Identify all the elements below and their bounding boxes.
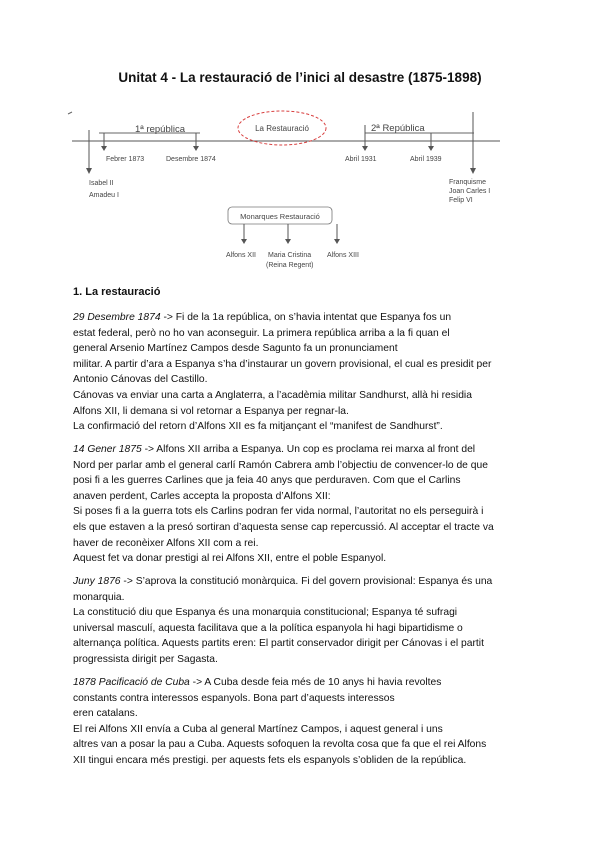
paragraph-line: militar. A partir d’ara a Espanya s’ha d’instaurar un govern provisional, el cual es presidit per [73,358,492,370]
label-abr1931: Abril 1931 [345,156,377,163]
paragraph-line: estat federal, però no ho van aconseguir. La primera república arriba a la fi quan el [73,327,450,339]
paragraph-date: 29 Desembre 1874 [73,312,161,323]
paragraph-line: progressista dirigit per Sagasta. [73,653,218,665]
arrowhead-alfons12 [241,239,247,244]
right-item-franquisme: Franquisme [449,179,486,186]
label-restauracio: La Restauració [255,124,309,133]
paragraph-line: universal masculí, aquesta facilitava que a la política espanyola hi hagi bipartidisme o [73,622,463,634]
page-title: Unitat 4 - La restauració de l’inici al desastre (1875-1898) [118,70,482,85]
paragraph-date: 14 Gener 1875 [73,444,142,455]
paragraph-line: La confirmació del retorn d’Alfons XII es fa mitjançant el “manifest de Sandhurst”. [73,421,443,433]
paragraph-line: alternança política. Aquests partits eren: El partit conservador dirigit per Cánovas i el partit [73,638,484,650]
right-item-felip: Felip VI [449,197,473,204]
paragraph-line [73,574,543,590]
paragraph-line: altres van a posar la pau a Cuba. Aquests sofoquen la revolta cosa que fa que el rei Alfons [73,739,487,751]
label-dec1874: Desembre 1874 [166,156,216,163]
left-item-isabel: Isabel II [89,180,114,187]
paragraph-1 [73,310,543,435]
paragraph-line: monarquia. [73,591,125,603]
paragraph-line [73,675,543,691]
line-text: -> Alfons XII arriba a Espanya. Un cop es proclama rei marxa al front del [141,444,476,455]
timeline-diagram [0,0,600,280]
label-maria-cristina: Maria Cristina [268,252,312,259]
label-alfons12: Alfons XII [226,252,256,259]
arrowhead-abr1931 [362,146,368,151]
paragraph-date: 1878 Pacificació de Cuba [73,677,190,688]
line-text: -> Fi de la 1a república, on s’havia intentat que Espanya fos un [160,312,452,323]
paragraph-line: Antonio Cánovas del Castillo. [73,374,208,386]
paragraph-line: XII tingui encara més prestigi. per aquests fets els espanyols s’obliden de la república. [73,754,467,766]
paragraph-line: constants contra interessos espanyols. Bona part d’aquests interessos [73,692,395,704]
label-alfons13: Alfons XIII [327,252,359,259]
arrowhead-abr1939 [428,146,434,151]
paragraph-line: Aquest fet va donar prestigi al rei Alfons XII, entre el poble Espanyol. [73,553,387,565]
arrowhead-maria-cristina [285,239,291,244]
paragraph-2 [73,442,543,567]
paragraph-line: posi fi a les guerres Carlines que ja feia 40 anys que perduraven. Com que el Carlins [73,475,461,487]
left-item-amadeu: Amadeu I [89,192,119,199]
label-monarques: Monarques Restauració [240,212,320,221]
paragraph-line: Cánovas va enviar una carta a Anglaterra, a l’acadèmia militar Sandhurst, allà hi residia [73,389,472,401]
paragraph-4 [73,675,543,769]
paragraph-line: El rei Alfons XII envía a Cuba al general Martínez Campos, i aquest general i uns [73,723,443,735]
arrowhead-left-items [86,168,92,174]
line-text: -> S’aprova la constitució monàrquica. Fi del govern provisional: Espanya és una [120,576,493,587]
section-title: 1. La restauració [73,286,161,298]
label-abr1939: Abril 1939 [410,156,442,163]
paragraph-date: Juny 1876 [73,576,121,587]
label-republica1: 1ª república [135,124,185,135]
arrowhead-feb1873 [101,146,107,151]
label-feb1873: Febrer 1873 [106,156,145,163]
label-republica2: 2ª República [371,123,425,134]
paragraph-line: Nord per parlar amb el general carlí Ramón Cabrera amb l’objectiu de convencer-lo de que [73,459,488,471]
line-text: -> A Cuba desde feia més de 10 anys hi havia revoltes [189,677,442,688]
paragraph-line: Alfons XII, li demana si vol retornar a Espanya per regnar-la. [73,405,349,417]
arrowhead-right-items [470,168,476,174]
paragraph-line: anaven perdent, Carles accepta la proposta d’Alfons XII: [73,490,331,502]
paragraph-line [73,310,543,326]
paragraph-line [73,442,543,458]
paragraph-line: els que estaven a la presó sortiran d’aquesta sense cap repercussió. Al acceptar el tracte va [73,521,494,533]
axis-left-tick [68,112,72,114]
arrowhead-dec1874 [193,146,199,151]
paragraph-line: eren catalans. [73,708,138,720]
label-reina-regent: (Reina Regent) [266,262,314,269]
paragraph-line: haver de reconèixer Alfons XII com a rei. [73,537,259,549]
paragraph-line: Si poses fi a la guerra tots els Carlins podran fer vida normal, l’autoritat no els perseguirà i [73,506,484,518]
paragraph-3 [73,574,543,668]
paragraph-line: La constitució diu que Espanya és una monarquia constitucional; Espanya té sufragi [73,607,458,619]
right-item-joan-carles: Joan Carles I [449,188,491,195]
arrowhead-alfons13 [334,239,340,244]
paragraph-line: general Arsenio Martínez Campos desde Sagunto fa un pronunciament [73,343,398,355]
